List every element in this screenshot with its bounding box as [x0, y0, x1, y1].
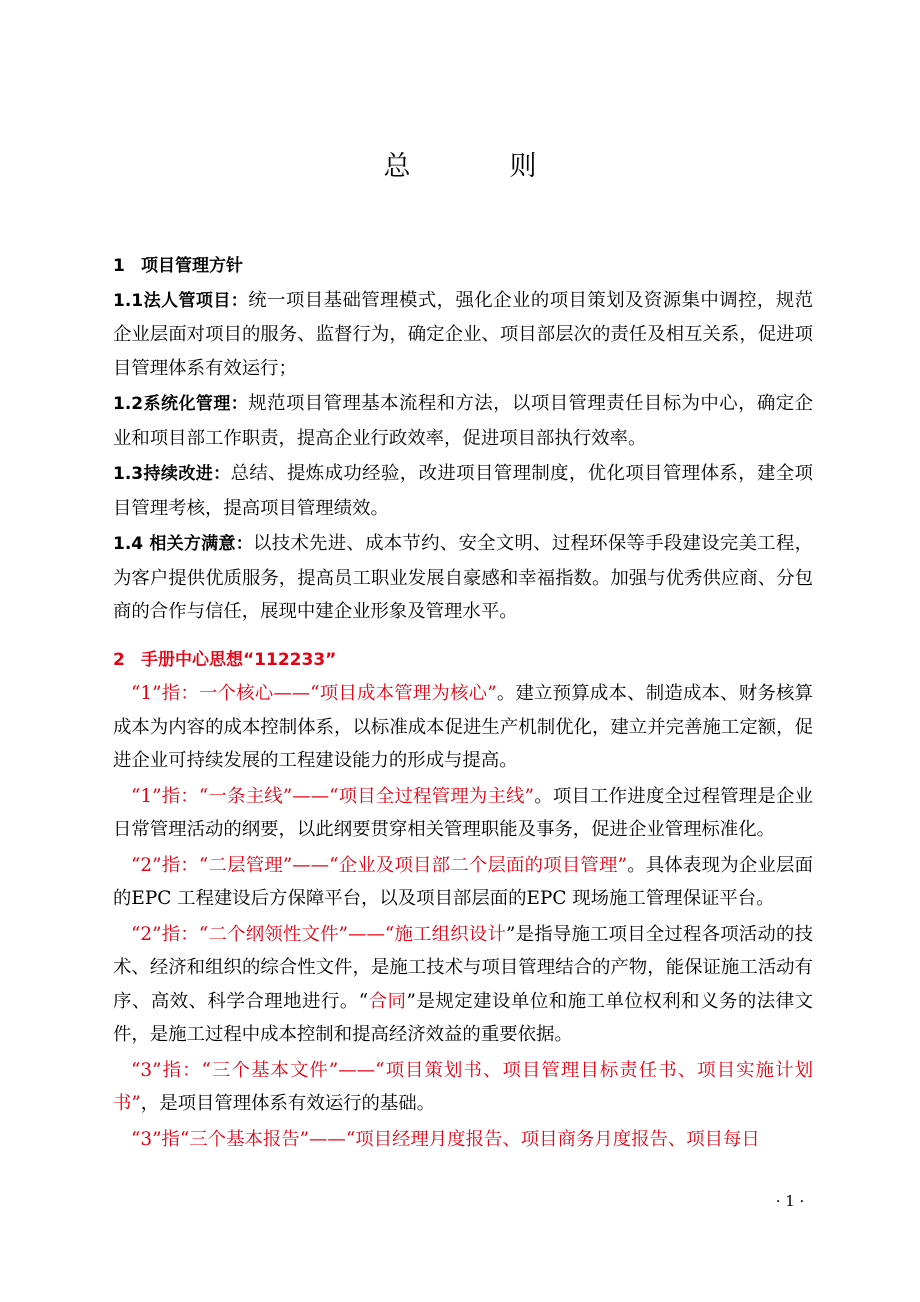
principle-paragraph-6 — [113, 1123, 813, 1157]
section-1-item-1 — [113, 284, 813, 386]
section-1-number: 1 — [113, 256, 125, 276]
principle-4-highlight-contract: 合同 — [368, 990, 407, 1012]
document-body — [113, 250, 813, 1158]
section-1-heading — [113, 250, 813, 284]
principle-paragraph-1 — [113, 677, 813, 778]
principle-2-text: 。项目工作进度全过程管理是企业日常管理活动的纲要，以此纲要贯穿相关管理职能及事务，促进企业管理标准化。 — [113, 785, 813, 840]
item-4-text: 以技术先进、成本节约、安全文明、过程环保等手段建设完美工程，为客户提供优质服务，提高员工职业发展自豪感和幸福指数。加强与优秀供应商、分包商的合作与信任，展现中建企业形象及管理水平。 — [113, 533, 813, 622]
item-2-text: 规范项目管理基本流程和方法，以项目管理责任目标为中心，确定企业和项目部工作职责，提高企业行政效率，促进项目部执行效率。 — [113, 393, 813, 449]
principle-3-text: 。具体表现为企业层面的EPC 工程建设后方保障平台，以及项目部层面的EPC 现场施工管理保证平台。 — [113, 854, 813, 909]
principle-1-text: 。建立预算成本、制造成本、财务核算成本为内容的成本控制体系，以标准成本促进生产机制优化，建立并完善施工定额，促进企业可持续发展的工程建设能力的形成与提高。 — [113, 683, 813, 771]
principle-3-highlight: “2”指：“二层管理”——“企业及项目部二个层面的项目管理” — [131, 854, 628, 876]
section-2-number: 2 — [113, 649, 125, 670]
principle-paragraph-5 — [113, 1054, 813, 1121]
principle-paragraph-2 — [113, 780, 813, 847]
principle-4-highlight-construction-design: 施工组织设计 — [394, 923, 507, 945]
principle-2-highlight: “1”指：“一条主线”——“项目全过程管理为主线” — [131, 785, 535, 807]
principle-4-text-1: ”是指导施工项目全过程各项活动的技术、经济和组织的综合性文件，是施工技术与项目管理结合的产物，能保证施工活动有序、高效、科学合理地进行。“ — [113, 923, 813, 1012]
item-4-label: 1.4 相关方满意： — [113, 534, 254, 554]
principle-6-highlight: “3”指“三个基本报告”——“项目经理月度报告、项目商务月度报告、项目每日 — [131, 1128, 760, 1150]
section-1-item-3 — [113, 457, 813, 525]
item-1-label: 1.1法人管项目： — [113, 290, 249, 311]
section-1-item-2 — [113, 387, 813, 455]
principle-5-highlight: “3”指：“三个基本文件”——“项目策划书、项目管理目标责任书、项目实施计划书” — [113, 1059, 813, 1114]
page-title: 总 则 — [383, 151, 573, 182]
item-3-label: 1.3持续改进： — [113, 464, 231, 484]
section-1-item-4 — [113, 527, 813, 629]
principle-paragraph-4 — [113, 918, 813, 1052]
section-1-title: 项目管理方针 — [141, 256, 243, 276]
principle-5-text: ，是项目管理体系有效运行的基础。 — [140, 1093, 436, 1114]
page-number: · 1 · — [775, 1192, 805, 1210]
item-3-text: 总结、提炼成功经验，改进项目管理制度，优化项目管理体系，建全项目管理考核，提高项目管理绩效。 — [113, 463, 813, 519]
item-2-label: 1.2系统化管理： — [113, 394, 249, 414]
principle-1-highlight: “1”指：一个核心——“项目成本管理为核心” — [131, 683, 497, 704]
principle-4-text-2: ”是规定建设单位和施工单位权利和义务的法律文件，是施工过程中成本控制和提高经济效益的重要依据。 — [113, 990, 813, 1045]
item-1-text: 统一项目基础管理模式，强化企业的项目策划及资源集中调控，规范企业层面对项目的服务、监督行为，确定企业、项目部层次的责任及相互关系，促进项目管理体系有效运行； — [113, 289, 813, 379]
section-2-heading — [113, 644, 813, 678]
section-2-title: 手册中心思想“112233” — [141, 649, 337, 670]
principle-paragraph-3 — [113, 849, 813, 916]
principle-4-highlight: “2”指：“二个纲领性文件”——“ — [131, 923, 395, 945]
